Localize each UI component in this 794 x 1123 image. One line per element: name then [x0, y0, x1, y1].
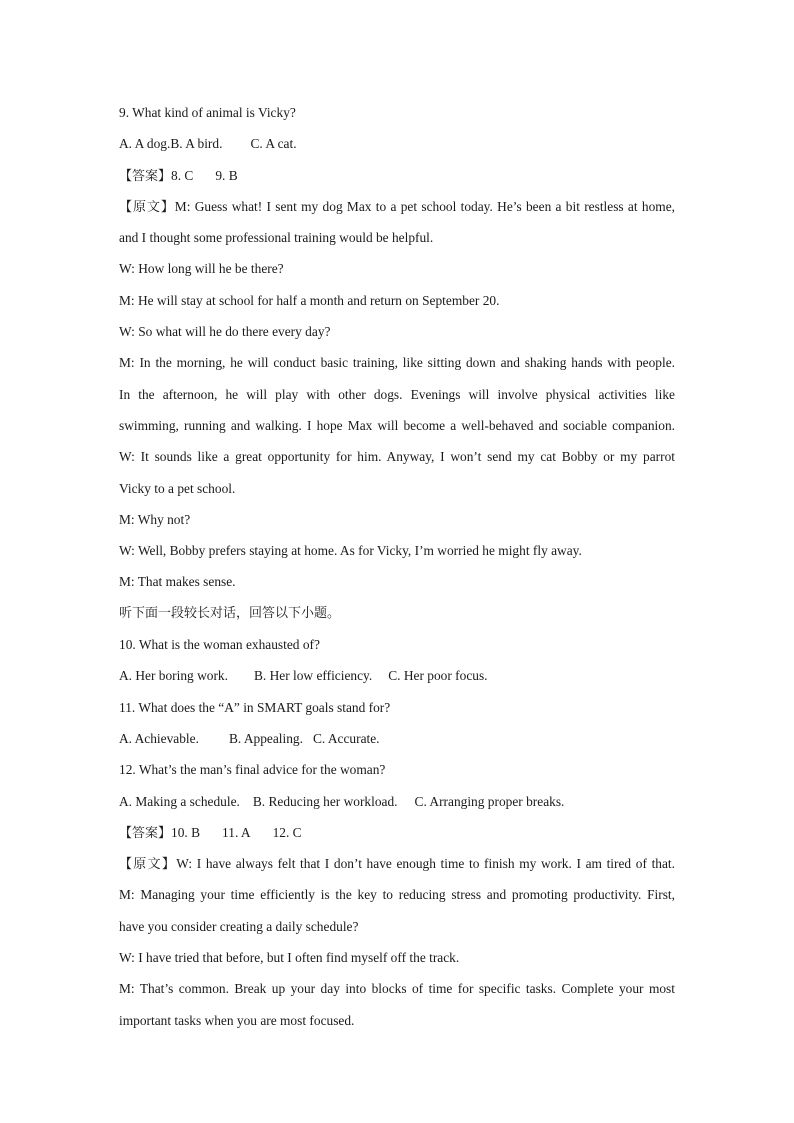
- question-12: 12. What’s the man’s final advice for the woman?: [119, 762, 386, 778]
- transcript-2-line-2: M: Managing your time efficiently is the key to reducing stress and promoting productivity. First,: [119, 887, 675, 903]
- transcript-1-line-6: M: In the morning, he will conduct basic training, like sitting down and shaking hands with people.: [119, 355, 675, 371]
- answer-8: 8. C: [171, 167, 194, 183]
- option-b: B. Appealing.: [228, 730, 303, 746]
- transcript-1-line-3: W: How long will he be there?: [119, 261, 284, 277]
- document-page: [119, 97, 675, 1036]
- answer-block-1: [119, 160, 675, 191]
- question-10-options: [119, 660, 675, 691]
- answer-10: 10. B: [171, 824, 201, 840]
- section-instruction: 听下面一段较长对话，回答以下小题。: [119, 605, 341, 621]
- answer-11: 11. A: [222, 824, 251, 840]
- transcript-1-line-8: swimming, running and walking. I hope Max will become a well-behaved and sociable companion.: [119, 417, 675, 433]
- transcript-1-line-5: W: So what will he do there every day?: [119, 324, 331, 340]
- question-12-options: [119, 786, 675, 817]
- transcript-1-line-4: M: He will stay at school for half a month and return on September 20.: [119, 292, 500, 308]
- option-c: C. Arranging proper breaks.: [414, 793, 565, 809]
- transcript-1-line-1: 【原文】M: Guess what! I sent my dog Max to a pet school today. He’s been a bit restless at home,: [119, 198, 675, 215]
- transcript-1-line-10: Vicky to a pet school.: [119, 480, 236, 496]
- question-11: 11. What does the “A” in SMART goals stand for?: [119, 699, 391, 715]
- transcript-1-line-2: and I thought some professional training would be helpful.: [119, 230, 434, 246]
- option-b: B. A bird.: [170, 136, 223, 152]
- answer-tag: 【答案】: [119, 825, 172, 841]
- transcript-tag: 【原文】: [119, 199, 175, 215]
- option-a: A. Achievable.: [119, 730, 199, 746]
- transcript-2-line-4: W: I have tried that before, but I often find myself off the track.: [119, 950, 460, 966]
- transcript-2-line-3: have you consider creating a daily schedule?: [119, 918, 359, 934]
- answer-tag: 【答案】: [119, 168, 172, 184]
- transcript-1-line-12: W: Well, Bobby prefers staying at home. As for Vicky, I’m worried he might fly away.: [119, 543, 582, 559]
- question-10: 10. What is the woman exhausted of?: [119, 637, 320, 653]
- option-c: C. Her poor focus.: [388, 668, 488, 684]
- transcript-2-line-5: M: That’s common. Break up your day into blocks of time for specific tasks. Complete your most: [119, 981, 675, 997]
- answer-12: 12. C: [272, 824, 302, 840]
- option-c: C. A cat.: [250, 136, 297, 152]
- question-9: 9. What kind of animal is Vicky?: [119, 105, 296, 120]
- option-a: A. Her boring work.: [119, 668, 228, 684]
- option-c: C. Accurate.: [312, 730, 380, 746]
- question-9-options: [119, 128, 675, 159]
- transcript-2-line-1: 【原文】W: I have always felt that I don’t have enough time to finish my work. I am tired of that.: [119, 856, 675, 873]
- transcript-1-line-13: M: That makes sense.: [119, 574, 236, 590]
- transcript-tag: 【原文】: [119, 857, 177, 873]
- transcript-1-line-7: In the afternoon, he will play with other dogs. Evenings will involve physical activities like: [119, 386, 675, 402]
- option-b: B. Her low efficiency.: [253, 668, 373, 684]
- transcript-1-line-11: M: Why not?: [119, 511, 191, 527]
- option-a: A. Making a schedule.: [119, 793, 240, 809]
- transcript-2-line-6: important tasks when you are most focused.: [119, 1012, 355, 1028]
- answer-block-2: [119, 817, 675, 848]
- question-11-options: [119, 723, 675, 754]
- answer-9: 9. B: [215, 167, 238, 183]
- option-b: B. Reducing her workload.: [252, 793, 398, 809]
- option-a: A. A dog.: [119, 136, 171, 152]
- transcript-1-line-9: W: It sounds like a great opportunity for him. Anyway, I won’t send my cat Bobby or my parrot: [119, 449, 675, 465]
